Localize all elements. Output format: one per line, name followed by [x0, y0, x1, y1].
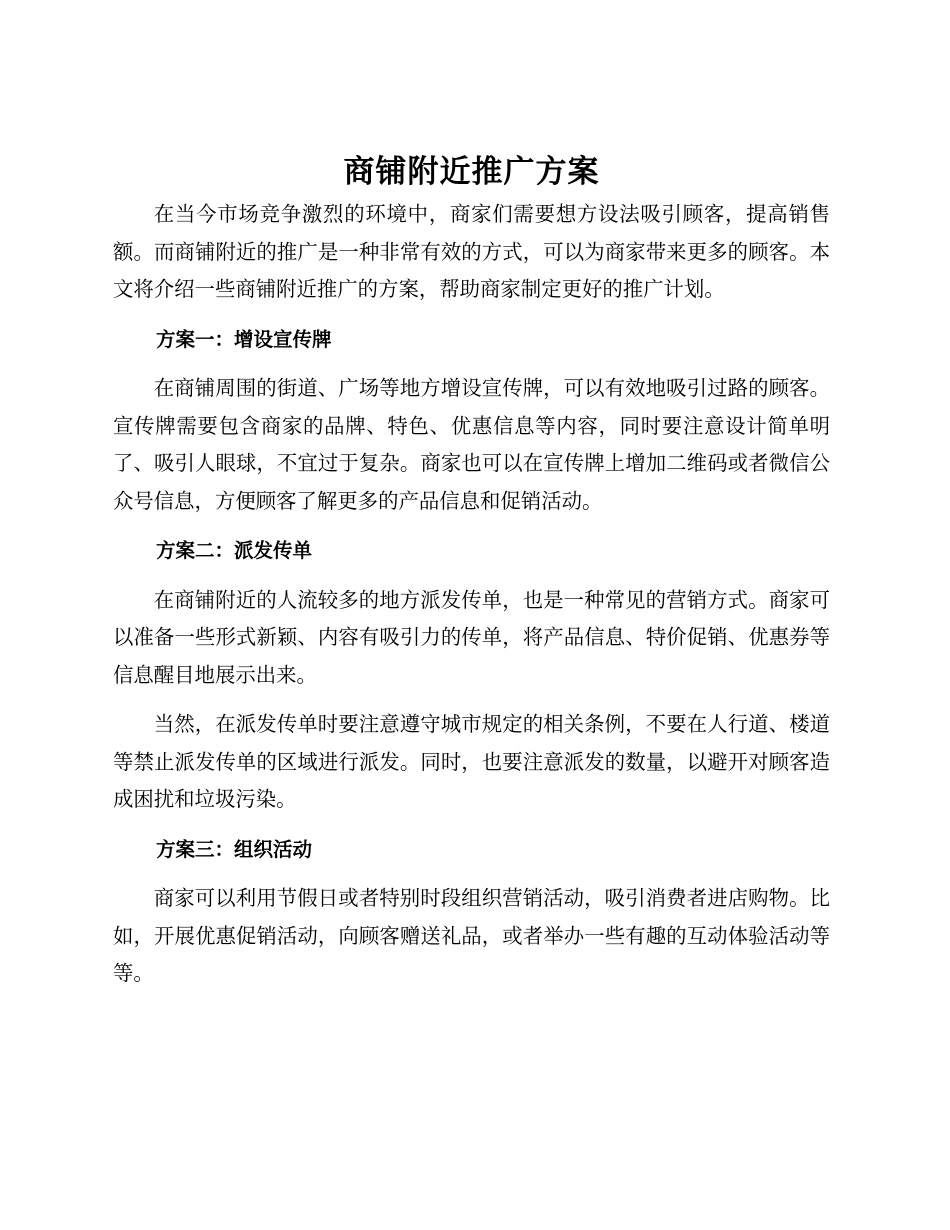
- intro-paragraph: 在当今市场竞争激烈的环境中，商家们需要想方设法吸引顾客，提高销售额。而商铺附近的推广是一种非常有效的方式，可以为商家带来更多的顾客。本文将介绍一些商铺附近推广的方案，帮助商家制定更好的推广计划。: [113, 202, 830, 301]
- document-page: [113, 148, 830, 993]
- section-heading-3: 方案三：组织活动: [156, 837, 313, 861]
- spacer: [113, 819, 830, 831]
- section-heading-1: 方案一：增设宣传牌: [156, 327, 332, 351]
- section-3-paragraph-1: 商家可以利用节假日或者特别时段组织营销活动，吸引消费者进店购物。比如，开展优惠促销活动，向顾客赠送礼品，或者举办一些有趣的互动体验活动等等。: [113, 886, 830, 985]
- section-heading-2: 方案二：派发传单: [156, 539, 313, 562]
- spacer: [113, 309, 830, 321]
- spacer: [113, 358, 830, 370]
- spacer: [113, 694, 830, 706]
- spacer: [113, 868, 830, 880]
- spacer: [113, 520, 830, 532]
- section-1-paragraph-1: 在商铺周围的街道、广场等地方增设宣传牌，可以有效地吸引过路的顾客。宣传牌需要包含商家的品牌、特色、优惠信息等内容，同时要注意设计简单明了、吸引人眼球，不宜过于复杂。商家也可以在宣传牌上增加二维码或者微信公众号信息，方便顾客了解更多的产品信息和促销活动。: [113, 376, 830, 513]
- document-title: 商铺附近推广方案: [343, 154, 600, 190]
- spacer: [113, 570, 830, 582]
- section-2-paragraph-2: 当然，在派发传单时要注意遵守城市规定的相关条例，不要在人行道、楼道等禁止派发传单的区域进行派发。同时，也要注意派发的数量，以避开对顾客造成困扰和垃圾污染。: [113, 712, 830, 811]
- section-2-paragraph-1: 在商铺附近的人流较多的地方派发传单，也是一种常见的营销方式。商家可以准备一些形式新颖、内容有吸引力的传单，将产品信息、特价促销、优惠券等信息醒目地展示出来。: [113, 587, 830, 687]
